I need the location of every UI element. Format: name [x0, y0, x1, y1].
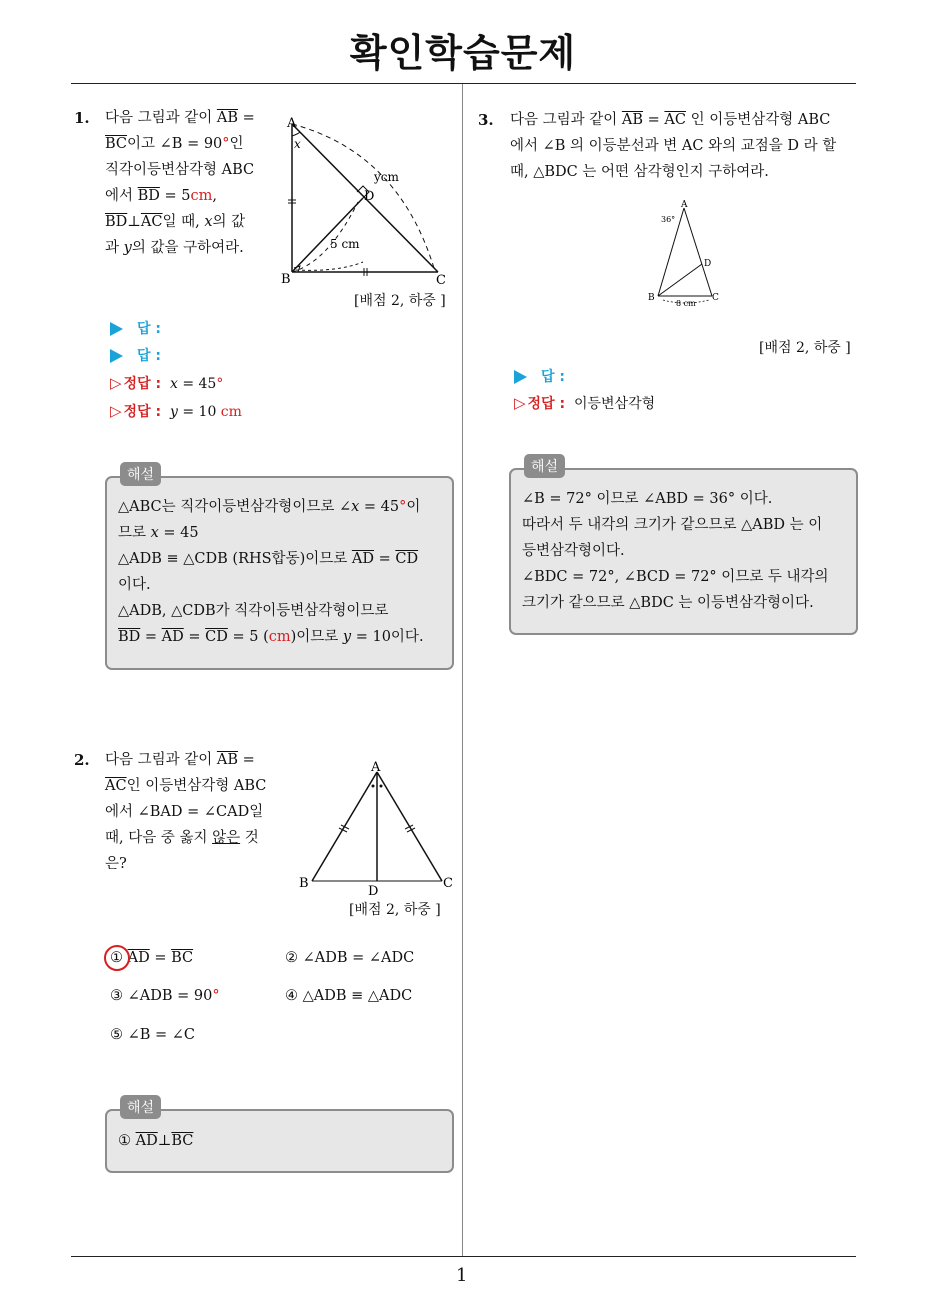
question-number: 3.	[478, 111, 494, 129]
explanation-tag: 해설	[120, 1095, 161, 1119]
label-d: D	[368, 884, 379, 898]
q1-figure	[278, 112, 453, 287]
answer-row: 답 :	[110, 318, 161, 338]
answer-row: 답 :	[110, 345, 161, 365]
label-a: A	[287, 116, 297, 131]
label-side: 8 cm	[676, 299, 696, 308]
label-x: x	[294, 137, 301, 151]
triangle-outline-icon: ▷	[110, 374, 122, 392]
question-number: 2.	[74, 751, 90, 769]
explanation-tag: 해설	[120, 462, 161, 486]
label-c: C	[443, 876, 453, 891]
question-text: 다음 그림과 같이 $\overline{AB}$ = $\overline{BC}$이고 ∠B = 90°인 직각이등변삼각형 ABC 에서 $\overline{BD} = 5cm$, $\overline{BD}\perp\overline{AC}$일 때, x의 값 과 y의 값을 구하여라.	[105, 110, 255, 256]
page-number: 1	[456, 1265, 468, 1286]
selected-circle-icon	[104, 945, 130, 971]
explanation-tag: 해설	[524, 454, 565, 478]
label-d: D	[364, 189, 375, 204]
explanation-text: ∠B = 72° 이므로 ∠ABD = 36° 이다. 따라서 두 내각의 크기가 같으므로 △ABD 는 이 등변삼각형이다. ∠BDC = 72°, ∠BCD = 72° 이므로 두 내각의 크기가 같으므로 △BDC 는 이등변삼각형이다.	[522, 491, 829, 611]
play-icon	[514, 370, 527, 384]
explanation-text: △ABC는 직각이등변삼각형이므로 ∠x = 45°이 므로 x = 45 △ADB ≡ △CDB (RHS합동)이므로 $\overline{AD} = \overline{CD}$ 이다. △ADB, △CDB가 직각이등변삼각형이므로 $\overline{BD} = \overline{AD} = \overline{CD} = 5$ (cm)이므로 y = 10이다.	[118, 499, 424, 645]
label-c: C	[436, 273, 446, 287]
header-rule	[71, 83, 856, 84]
label-c: C	[712, 293, 719, 303]
play-icon	[110, 322, 123, 336]
column-divider	[462, 84, 463, 1256]
score: [배점 2, 하중 ]	[759, 340, 851, 356]
label-ycm: ycm	[374, 170, 399, 184]
question-number: 1.	[74, 109, 90, 127]
question-text: 다음 그림과 같이 $\overline{AB} = \overline{AC}$ 인 이등변삼각형 ABC 에서 ∠B 의 이등분선과 변 AC 와의 교점을 D 라 할 때, △BDC 는 어떤 삼각형인지 구하여라.	[510, 112, 837, 180]
play-icon	[110, 349, 123, 363]
q3-figure	[645, 196, 730, 311]
label-b: B	[648, 293, 655, 303]
label-angle: 36°	[661, 215, 676, 224]
score: [배점 2, 하중 ]	[354, 293, 446, 309]
label-a: A	[681, 200, 688, 210]
label-b: B	[281, 272, 291, 287]
label-d: D	[704, 259, 712, 269]
answer-row: 답 :	[514, 366, 565, 386]
triangle-outline-icon: ▷	[110, 402, 122, 420]
score: [배점 2, 하중 ]	[349, 902, 441, 918]
option-1[interactable]: ① $\overline{AD} = \overline{BC}$	[110, 950, 193, 966]
correct-answer-row: ▷ 정답 : x = 45°	[110, 374, 224, 392]
page-title: 확인학습문제	[349, 31, 577, 75]
q2-figure	[298, 756, 458, 898]
label-a: A	[371, 760, 381, 775]
label-5cm: 5 cm	[330, 237, 360, 251]
option-3[interactable]: ③ ∠ADB = 90°	[110, 988, 220, 1004]
footer-rule	[71, 1256, 856, 1257]
correct-answer-row: ▷ 정답 : 이등변삼각형	[514, 394, 656, 412]
explanation-text: ① $\overline{AD}\perp\overline{BC}$	[118, 1133, 194, 1149]
label-b: B	[299, 876, 309, 891]
option-5[interactable]: ⑤ ∠B = ∠C	[110, 1027, 196, 1043]
question-text: 다음 그림과 같이 $\overline{AB}$ = $\overline{AC}$인 이등변삼각형 ABC 에서 ∠BAD = ∠CAD일 때, 다음 중 옳지 않은 것 은?	[105, 752, 267, 872]
option-4[interactable]: ④ △ADB ≡ △ADC	[285, 988, 413, 1004]
triangle-outline-icon: ▷	[514, 394, 526, 412]
correct-answer-row: ▷ 정답 : y = 10 cm	[110, 402, 242, 420]
option-2[interactable]: ② ∠ADB = ∠ADC	[285, 950, 415, 966]
